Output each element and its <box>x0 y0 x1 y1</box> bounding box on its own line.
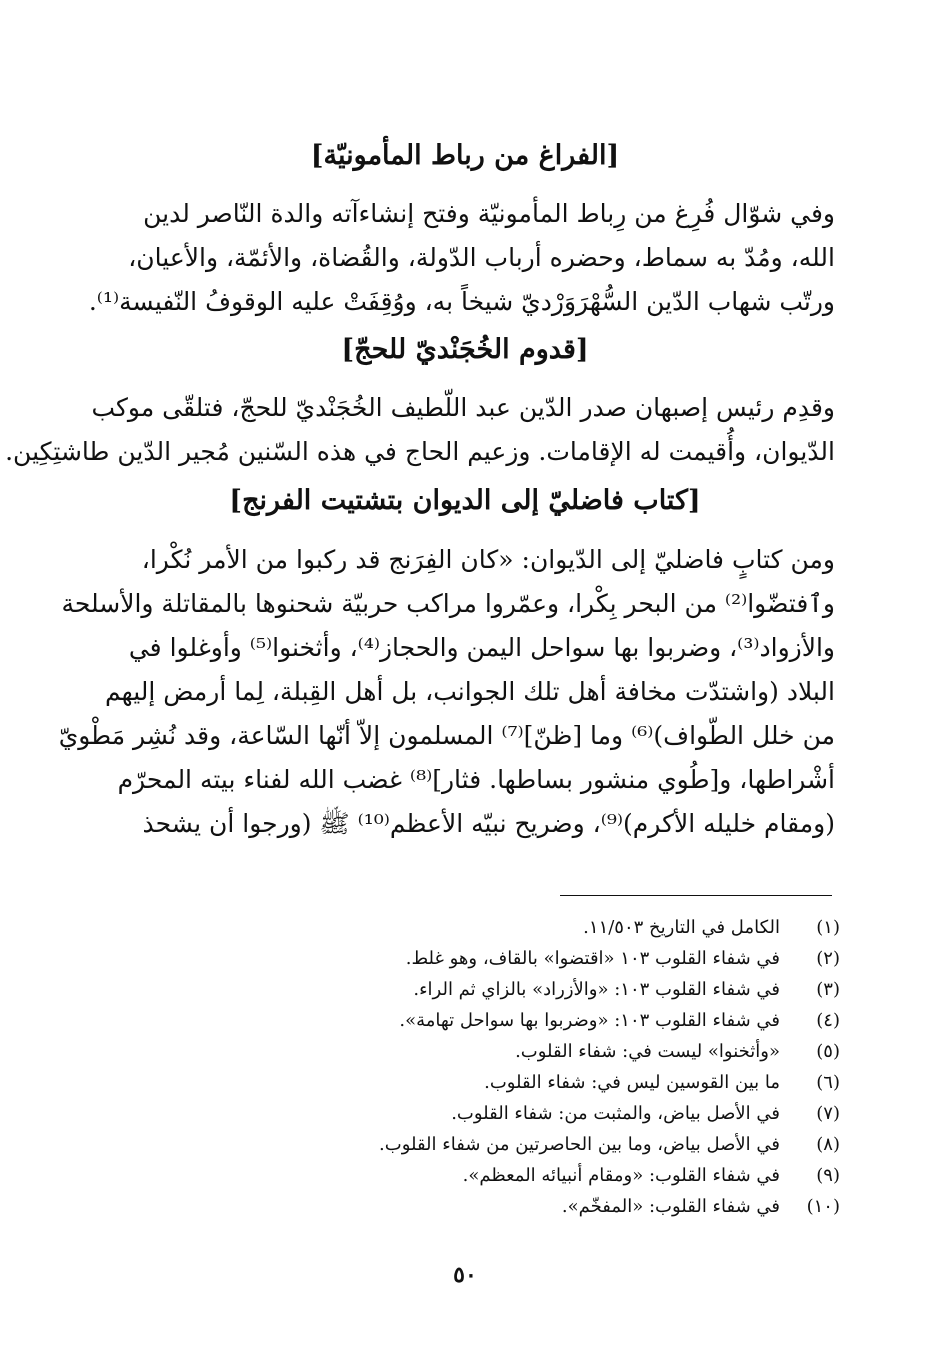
footnote-text: في الأصل بياض، والمثبت من: شفاء القلوب. <box>451 1103 780 1124</box>
text-line: ومن كتابٍ فاضليّ إلى الدّيوان: «كان الفِرَنج قد ركبوا من الأمر نُكْرا، <box>141 545 835 574</box>
text-line: (ومقام خليله الأكرم)⁽⁹⁾، وضريح نبيّه الأعظم⁽¹⁰⁾ ﷺ (ورجوا أن يشحذ <box>142 809 835 838</box>
footnote <box>200 943 840 974</box>
footnote <box>200 1005 840 1036</box>
footnote <box>200 974 840 1005</box>
footnotes <box>200 912 840 1222</box>
footnote-text: في شفاء القلوب ١٠٣ «اقتضوا» بالقاف، وهو غلط. <box>405 948 780 969</box>
text-line: من خلل الطّواف)⁽⁶⁾ وما [ظنّ]⁽⁷⁾ المسلمون إلاّ أنّها السّاعة، وقد نُشِر مَطْويّ <box>58 721 835 750</box>
text-line: البلاد (واشتدّت مخافة أهل تلك الجوانب، بل أهل القِبلة، لِما أرمض إليهم <box>105 677 835 706</box>
footnote-text: ما بين القوسين ليس في: شفاء القلوب. <box>484 1072 780 1093</box>
footnote-number: (١٠) <box>806 1196 840 1217</box>
text-line: الدّيوان، وأُقيمت له الإقامات. وزعيم الحاج في هذه السّنين مُجير الدّين طاشتِكِين. <box>5 437 835 466</box>
text-line: وفي شوّال فُرِغ من رِباط المأمونيّة وفتح إنشاءآته والدة النّاصر لدين <box>143 199 835 228</box>
footnote-number: (٥) <box>816 1041 840 1062</box>
section-heading-fadili-letter: [كتاب فاضليّ إلى الديوان بتشتيت الفرنج] <box>229 485 701 516</box>
footnote <box>200 1160 840 1191</box>
footnote-text: في شفاء القلوب ١٠٣: «وضربوا بها سواحل تهامة». <box>399 1010 780 1031</box>
footnote-separator <box>560 895 832 896</box>
footnote-number: (٢) <box>816 948 840 969</box>
text-line: وٱفتضّوا⁽²⁾ من البحر بِكْرا، وعمّروا مراكب حربيّة شحنوها بالمقاتلة والأسلحة <box>61 589 835 618</box>
footnote-number: (٤) <box>816 1010 840 1031</box>
footnote-number: (٣) <box>816 979 840 1000</box>
paragraph-khujandi <box>5 386 835 474</box>
footnote-number: (٨) <box>816 1134 840 1155</box>
section-heading-khujandi: [قدوم الخُجَنْديّ للحجّ] <box>341 334 589 365</box>
footnote-text: الكامل في التاريخ ١١/٥٠٣. <box>583 917 780 938</box>
footnote-text: في الأصل بياض، وما بين الحاصرتين من شفاء القلوب. <box>379 1134 780 1155</box>
section-heading-mamuniyya: [الفراغ من رباط المأمونيّة] <box>310 140 620 171</box>
footnote <box>200 1036 840 1067</box>
text-line: ورتّب شهاب الدّين السُّهْرَوَرْديّ شيخاً به، ووُقِفَتْ عليه الوقوفُ النّفيسة⁽¹⁾. <box>88 287 835 316</box>
footnote <box>200 1191 840 1222</box>
footnote <box>200 1067 840 1098</box>
footnote-text: في شفاء القلوب ١٠٣: «والأزراد» بالزاي ثم الراء. <box>413 979 780 1000</box>
footnote-number: (٩) <box>816 1165 840 1186</box>
footnote-text: في شفاء القلوب: «المفخّم». <box>561 1196 780 1217</box>
footnote-text: «وأثخنوا» ليست في: شفاء القلوب. <box>515 1041 780 1062</box>
footnote-text: في شفاء القلوب: «ومقام أنبيائه المعظم». <box>462 1165 780 1186</box>
text-line: أشْراطها، و[طُوي منشور بساطها. فثار]⁽⁸⁾ غضب الله لفناء بيته المحرّم <box>117 765 835 794</box>
footnote-number: (٧) <box>816 1103 840 1124</box>
footnote-number: (١) <box>816 917 840 938</box>
footnote <box>200 1129 840 1160</box>
text-line: والأزواد⁽³⁾، وضربوا بها سواحل اليمن والحجاز⁽⁴⁾، وأثخنوا⁽⁵⁾ وأوغلوا في <box>128 633 835 662</box>
footnote <box>200 1098 840 1129</box>
page-number: ٥٠ <box>453 1262 477 1288</box>
paragraph-mamuniyya <box>88 192 835 324</box>
text-line: وقدِم رئيس إصبهان صدر الدّين عبد اللّطيف الخُجَنْديّ للحجّ، فتلقّى موكب <box>91 393 835 422</box>
footnote-number: (٦) <box>816 1072 840 1093</box>
paragraph-fadili-letter <box>58 538 835 846</box>
footnote <box>200 912 840 943</box>
text-line: الله، ومُدّ به سماط، وحضره أرباب الدّولة، والقُضاة، والأئمّة، والأعيان، <box>128 243 835 272</box>
